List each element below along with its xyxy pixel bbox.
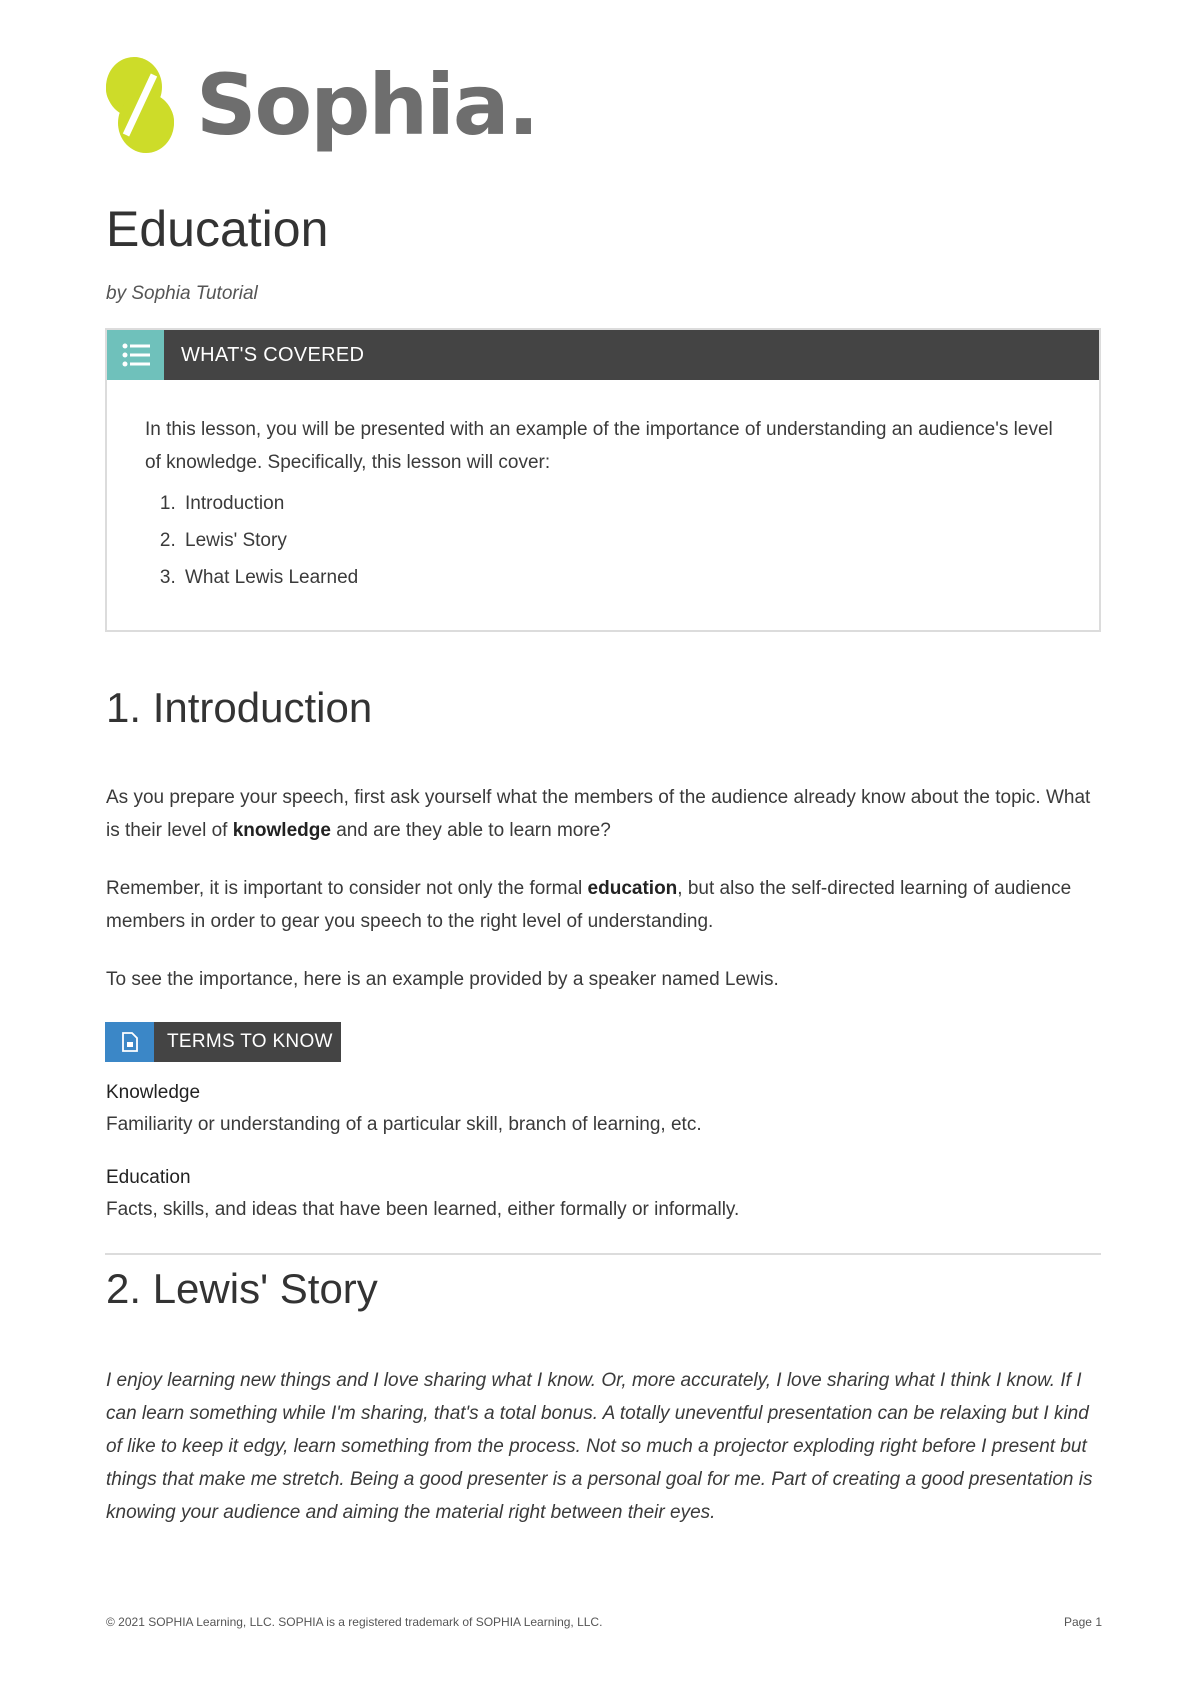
whats-covered-box (105, 328, 1101, 632)
section-heading-lewis-story: 2. Lewis' Story (106, 1265, 378, 1312)
lesson-topics-list (145, 485, 1061, 596)
footer-page-number: Page 1 (1063, 1615, 1102, 1629)
intro-paragraph-3: To see the importance, here is an example provided by a speaker named Lewis. (106, 969, 779, 990)
term-definition: Facts, skills, and ideas that have been learned, either formally or informally. (106, 1199, 740, 1220)
term-entry (106, 1077, 1096, 1141)
intro-paragraph-1: As you prepare your speech, first ask yourself what the members of the audience already know about the topic. What is their level of knowledge and are they able to learn more? (106, 787, 1091, 841)
intro-paragraph-2: Remember, it is important to consider not only the formal education, but also the self-directed learning of audience members in order to gear you speech to the right level of understanding. (106, 878, 1072, 932)
list-item: 3. What Lewis Learned (181, 559, 1061, 596)
byline: by Sophia Tutorial (106, 283, 258, 304)
terms-to-know-header (105, 1022, 341, 1062)
term-entry (106, 1162, 1096, 1226)
term-education: education (587, 878, 678, 899)
logo-wordmark: Sophia. (196, 56, 538, 154)
list-item: 1. Introduction (181, 485, 1061, 522)
sophia-mark-icon (104, 55, 176, 155)
whats-covered-label: WHAT'S COVERED (181, 343, 365, 366)
lewis-quote: I enjoy learning new things and I love sharing what I know. Or, more accurately, I love sharing what I think I know. If I can learn something while I'm sharing, that's a total bonus. A totally uneventful presentation can be relaxing but I kind of like to keep it edgy, learn something from the process. Not so much a projector exploding right before I present but things that make me stretch. Being a good presenter is a personal goal for me. Part of creating a good presentation is knowing your audience and aiming the material right between their eyes. (106, 1370, 1093, 1523)
list-icon (107, 330, 164, 380)
term-name: Education (106, 1167, 191, 1188)
section-heading-introduction: 1. Introduction (106, 684, 373, 731)
page-title: Education (106, 201, 329, 257)
terms-to-know-label: TERMS TO KNOW (167, 1031, 333, 1052)
whats-covered-header (107, 330, 1099, 380)
term-knowledge: knowledge (232, 820, 331, 841)
list-item: 2. Lewis' Story (181, 522, 1061, 559)
term-definition: Familiarity or understanding of a particular skill, branch of learning, etc. (106, 1114, 702, 1135)
document-icon (105, 1022, 154, 1062)
whats-covered-intro: In this lesson, you will be presented with an example of the importance of understanding an audience's level of knowledge. Specifically, this lesson will cover: (145, 419, 1053, 473)
whats-covered-body (107, 380, 1099, 596)
section-divider (105, 1253, 1101, 1255)
footer-copyright: © 2021 SOPHIA Learning, LLC. SOPHIA is a registered trademark of SOPHIA Learning, LLC. (106, 1615, 603, 1629)
term-name: Knowledge (106, 1082, 201, 1103)
sophia-logo (104, 55, 538, 155)
